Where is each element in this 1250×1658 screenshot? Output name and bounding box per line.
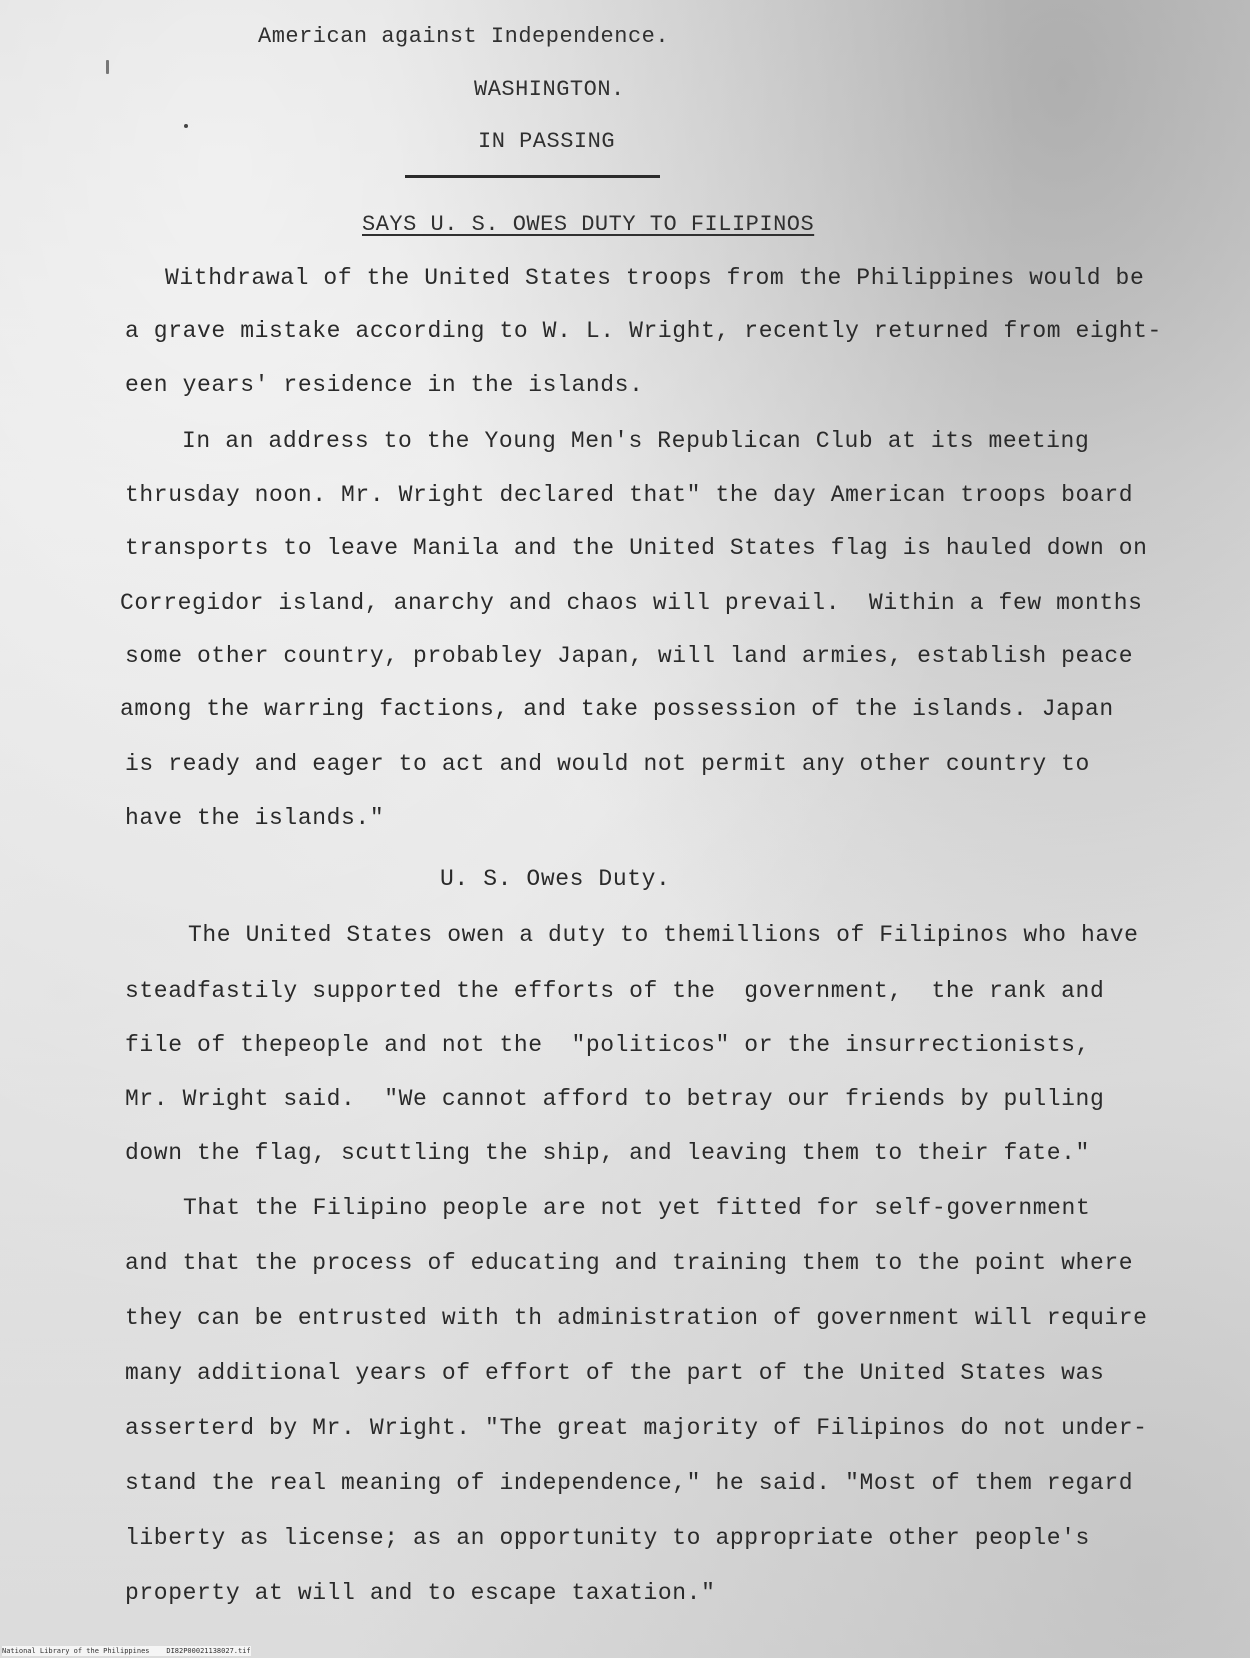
paragraph2-line: transports to leave Manila and the United States flag is hauled down on: [125, 535, 1148, 561]
paragraph2-line: thrusday noon. Mr. Wright declared that" the day American troops board: [125, 482, 1134, 508]
paragraph2-line: among the warring factions, and take possession of the islands. Japan: [120, 696, 1114, 722]
column-name: IN PASSING: [478, 129, 616, 154]
dateline-location: WASHINGTON.: [474, 77, 625, 102]
paragraph4-line: they can be entrusted with th administration of government will require: [125, 1305, 1148, 1331]
paragraph4-line: stand the real meaning of independence," he said. "Most of them regard: [125, 1470, 1134, 1496]
paragraph2-line: Corregidor island, anarchy and chaos will prevail. Within a few months: [120, 590, 1143, 616]
paragraph4-line: asserterd by Mr. Wright. "The great majority of Filipinos do not under-: [125, 1415, 1148, 1441]
paper-speck: [106, 60, 109, 74]
paragraph2-line: is ready and eager to act and would not permit any other country to: [125, 751, 1090, 777]
paragraph3-line: file of thepeople and not the "politicos" or the insurrectionists,: [125, 1032, 1090, 1058]
paragraph2-line: some other country, probabley Japan, will land armies, establish peace: [125, 643, 1134, 669]
paragraph2-line: have the islands.": [125, 805, 385, 831]
paragraph1-line: Withdrawal of the United States troops from the Philippines would be: [165, 265, 1145, 291]
paragraph4-line: many additional years of effort of the part of the United States was: [125, 1360, 1105, 1386]
paragraph4-line: That the Filipino people are not yet fitted for self-government: [183, 1195, 1091, 1221]
paragraph3-line: The United States owen a duty to themillions of Filipinos who have: [188, 922, 1139, 948]
paragraph3-line: steadfastily supported the efforts of the government, the rank and: [125, 978, 1105, 1004]
dateline-title: American against Independence.: [258, 24, 670, 49]
paragraph4-line: and that the process of educating and training them to the point where: [125, 1250, 1134, 1276]
headline: SAYS U. S. OWES DUTY TO FILIPINOS: [362, 212, 815, 237]
paragraph3-line: Mr. Wright said. "We cannot afford to betray our friends by pulling: [125, 1086, 1105, 1112]
archive-caption: National Library of the Philippines DI82P00021138027.tif: [2, 1647, 251, 1655]
paragraph1-line: een years' residence in the islands.: [125, 372, 644, 398]
paper-speck: [184, 124, 188, 128]
paragraph3-line: down the flag, scuttling the ship, and leaving them to their fate.": [125, 1140, 1090, 1166]
paragraph2-line: In an address to the Young Men's Republican Club at its meeting: [182, 428, 1090, 454]
subheading: U. S. Owes Duty.: [440, 866, 671, 892]
paragraph4-line: property at will and to escape taxation.": [125, 1580, 716, 1606]
paragraph1-line: a grave mistake according to W. L. Wright, recently returned from eight-: [125, 318, 1162, 344]
divider-rule: [405, 175, 660, 178]
paragraph4-line: liberty as license; as an opportunity to appropriate other people's: [125, 1525, 1090, 1551]
